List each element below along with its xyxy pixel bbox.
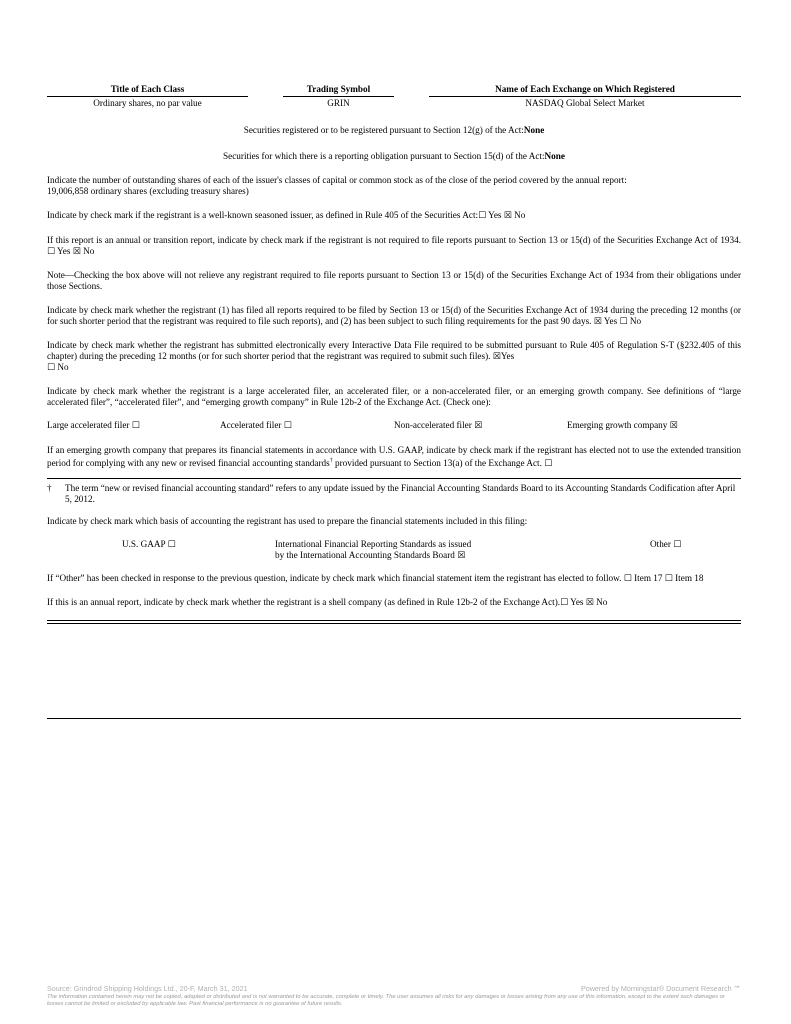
basis-option-other: Other ☐ xyxy=(650,539,682,550)
item17-checkbox[interactable]: ☐ xyxy=(623,574,632,584)
filer-option-non-accelerated: Non-accelerated filer ☒ xyxy=(394,420,483,431)
us-gaap-checkbox[interactable]: ☐ xyxy=(167,540,176,550)
shell-company-question: If this is an annual report, indicate by check mark whether the registrant is a shell company (as defined in Rule 12b-2 of the Exchange Act).☐ Yes ☒ No xyxy=(47,597,608,608)
double-rule-divider xyxy=(47,620,741,624)
large-accelerated-checkbox[interactable]: ☐ xyxy=(131,421,140,431)
egc-transition-question: If an emerging growth company that prepares its financial statements in accordance with U.S. GAAP, indicate by check mark if the registrant has elected not to use the extended transition period for complying with any new or revised financial accounting standards† provided pursuant to Section 13(a) of the Exchange Act. ☐ xyxy=(47,445,741,469)
filer-option-emerging-growth: Emerging growth company ☒ xyxy=(567,420,678,431)
well-known-no-checkbox[interactable]: ☒ xyxy=(503,211,512,221)
emerging-growth-checkbox[interactable]: ☒ xyxy=(669,421,678,431)
filer-options xyxy=(47,420,741,431)
section-15d-statement: Securities for which there is a reporting obligation pursuant to Section 15(d) of the Act:None xyxy=(223,151,565,161)
egc-checkbox[interactable]: ☐ xyxy=(544,459,553,469)
securities-table-header-row xyxy=(47,84,741,97)
basis-option-ifrs: International Financial Reporting Standards as issued by the International Accounting Standards Board ☒ xyxy=(275,539,472,561)
filer-type-question: Indicate by check mark whether the registrant is a large accelerated filer, an accelerated filer, or a non-accelerated filer, or an emerging growth company. See definitions of “large accelerated filer”, “accelerated filer”, and “emerging growth company” in Rule 12b-2 of the Exchange Act. (Check one): xyxy=(47,386,741,407)
not-required-no-checkbox[interactable]: ☒ xyxy=(72,247,81,257)
interactive-no-checkbox[interactable]: ☐ xyxy=(47,363,56,373)
checking-note: Note—Checking the box above will not relieve any registrant required to file reports pursuant to Section 13 or 15(d) of the Securities Exchange Act of 1934 from their obligations under those Sections. xyxy=(47,270,741,291)
page-footer xyxy=(47,984,741,1007)
footnote-text: The term “new or revised financial accounting standard” refers to any update issued by the Financial Accounting Standards Board to its Accounting Standards Codification after April 5, 2012. xyxy=(65,483,736,504)
footnote-mark: † xyxy=(47,483,52,493)
securities-table xyxy=(47,84,741,109)
filer-option-large-accelerated: Large accelerated filer ☐ xyxy=(47,420,140,431)
header-title-of-class: Title of Each Class xyxy=(47,84,248,97)
filed-all-reports-question: Indicate by check mark whether the registrant (1) has filed all reports required to be filed by Section 13 or 15(d) of the Securities Exchange Act of 1934 during the preceding 12 months (or for such shorter period that the registrant was required to file such reports), and (2) has been subject to such filing requirements for the past 90 days. ☒ Yes ☐ No xyxy=(47,305,741,327)
other-item-question: If “Other” has been checked in response to the previous question, indicate by check mark which financial statement item the registrant has elected to follow. ☐ Item 17 ☐ Item 18 xyxy=(47,573,704,584)
interactive-yes-checkbox[interactable]: ☒ xyxy=(492,352,501,362)
filed-all-no-checkbox[interactable]: ☐ xyxy=(619,317,628,327)
outstanding-shares-statement: Indicate the number of outstanding shares of each of the issuer's classes of capital or common stock as of the close of the period covered by the annual report: 19,006,858 ordinary shares (excluding treasury shares) xyxy=(47,175,627,196)
form-page xyxy=(47,84,741,624)
header-exchange-name: Name of Each Exchange on Which Registered xyxy=(429,84,741,97)
header-trading-symbol: Trading Symbol xyxy=(283,84,394,97)
filer-option-accelerated: Accelerated filer ☐ xyxy=(220,420,292,431)
not-required-yes-checkbox[interactable]: ☐ xyxy=(47,247,56,257)
accounting-basis-options xyxy=(47,539,741,561)
accelerated-checkbox[interactable]: ☐ xyxy=(283,421,292,431)
well-known-issuer-question: Indicate by check mark if the registrant is a well-known seasoned issuer, as defined in Rule 405 of the Securities Act:☐ Yes ☒ No xyxy=(47,210,526,221)
cell-title-of-class: Ordinary shares, no par value xyxy=(93,98,202,108)
footer-powered-by: Powered by Morningstar® Document Research ℠ xyxy=(580,984,741,993)
section-12g-statement: Securities registered or to be registered pursuant to Section 12(g) of the Act:None xyxy=(243,125,545,135)
not-required-question: If this report is an annual or transition report, indicate by check mark if the registrant is not required to file reports pursuant to Section 13 or 15(d) of the Securities Exchange Act of 1934. ☐ Yes ☒ No xyxy=(47,235,741,257)
interactive-data-question: Indicate by check mark whether the registrant has submitted electronically every Interactive Data File required to be submitted pursuant to Rule 405 of Regulation S-T (§232.405 of this chapter) during the preceding 12 months (or for such shorter period that the registrant was required to submit such files). ☒Yes ☐ No xyxy=(47,340,741,373)
cell-exchange-name: NASDAQ Global Select Market xyxy=(525,98,645,108)
accounting-basis-question: Indicate by check mark which basis of accounting the registrant has used to prepare the financial statements included in this filing: xyxy=(47,516,528,526)
outstanding-shares-value: 19,006,858 ordinary shares (excluding treasury shares) xyxy=(47,186,249,196)
cell-trading-symbol: GRIN xyxy=(327,98,350,108)
other-checkbox[interactable]: ☐ xyxy=(673,540,682,550)
section-15d-value: None xyxy=(544,151,565,161)
table-row xyxy=(47,97,741,110)
non-accelerated-checkbox[interactable]: ☒ xyxy=(474,421,483,431)
shell-yes-checkbox[interactable]: ☐ xyxy=(560,598,569,608)
well-known-yes-checkbox[interactable]: ☐ xyxy=(478,211,487,221)
basis-option-us-gaap: U.S. GAAP ☐ xyxy=(122,539,176,550)
footnote xyxy=(47,479,741,505)
section-12g-value: None xyxy=(523,125,545,135)
footer-disclaimer: The information contained herein may not be copied, adapted or distributed and is not warranted to be accurate, complete or timely. The user assumes all risks for any damages or losses arising from any use of this information, except to the extent such damages or losses cannot be limited or excluded by applicable law. Past financial performance is no guarantee of future results. xyxy=(47,994,725,1007)
item18-checkbox[interactable]: ☐ xyxy=(664,574,673,584)
filed-all-yes-checkbox[interactable]: ☒ xyxy=(593,317,602,327)
ifrs-checkbox[interactable]: ☒ xyxy=(457,551,466,561)
footer-source: Source: Grindrod Shipping Holdings Ltd., 20-F, March 31, 2021 xyxy=(47,984,248,993)
dagger-mark: † xyxy=(329,458,333,464)
page-bottom-divider xyxy=(47,718,741,719)
shell-no-checkbox[interactable]: ☒ xyxy=(585,598,594,608)
